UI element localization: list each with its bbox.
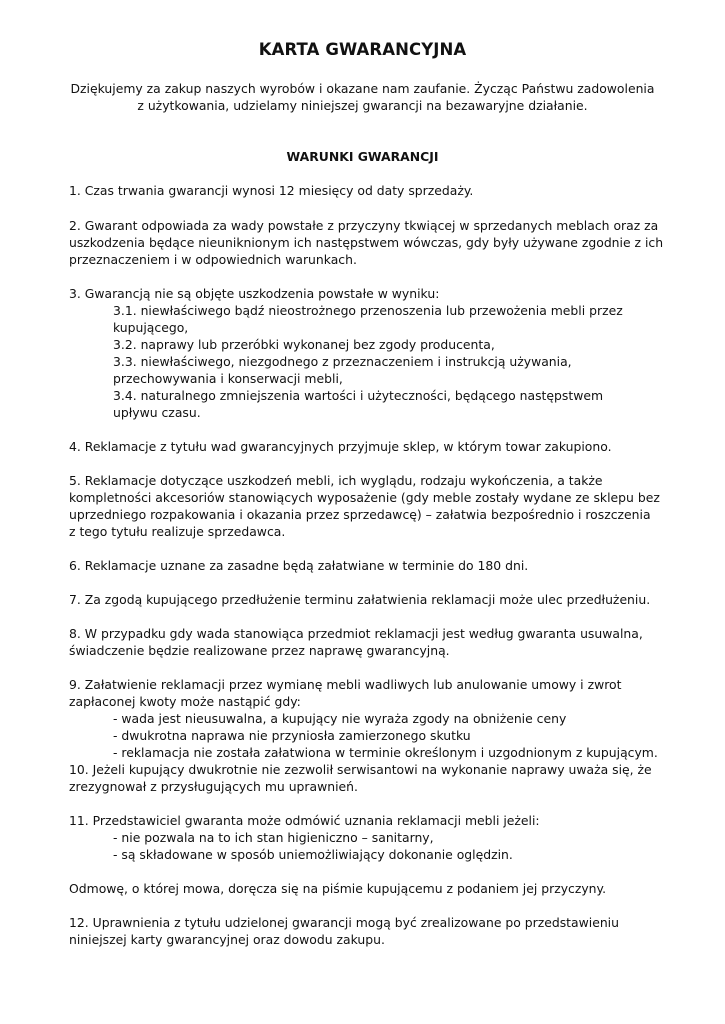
clause-3-line: 3. Gwarancją nie są objęte uszkodzenia powstałe w wyniku:	[69, 286, 440, 301]
intro-line: z użytkowania, udzielamy niniejszej gwarancji na bezawaryjne działanie.	[137, 98, 588, 113]
document-title: KARTA GWARANCYJNA	[258, 40, 467, 59]
clause-8-line: 8. W przypadku gdy wada stanowiąca przedmiot reklamacji jest według gwaranta usuwalna,	[69, 626, 643, 641]
clause-4-line: 4. Reklamacje z tytułu wad gwarancyjnych przyjmuje sklep, w którym towar zakupiono.	[69, 439, 612, 454]
clause-7-line: 7. Za zgodą kupującego przedłużenie terminu załatwienia reklamacji może ulec przedłużeniu.	[69, 592, 651, 607]
clause-11-bullet: - są składowane w sposób uniemożliwiający dokonanie oględzin.	[113, 847, 513, 862]
clause-9-bullet: - dwukrotna naprawa nie przyniosła zamierzonego skutku	[113, 728, 471, 743]
clause-2-line: przeznaczeniem i w odpowiednich warunkach.	[69, 252, 357, 267]
clause-3-sub-line: 3.4. naturalnego zmniejszenia wartości i użyteczności, będącego następstwem	[113, 388, 604, 403]
refusal-note: Odmowę, o której mowa, doręcza się na piśmie kupującemu z podaniem jej przyczyny.	[69, 881, 607, 896]
clause-3-sub-line: 3.1. niewłaściwego bądź nieostrożnego przenoszenia lub przewożenia mebli przez	[113, 303, 623, 318]
clause-12-line: 12. Uprawnienia z tytułu udzielonej gwarancji mogą być zrealizowane po przedstawieniu	[69, 915, 619, 930]
clause-9-bullet: - reklamacja nie została załatwiona w terminie określonym i uzgodnionym z kupującym.	[113, 745, 658, 760]
clause-3-sub-line: upływu czasu.	[113, 405, 201, 420]
clause-5-line: z tego tytułu realizuje sprzedawca.	[69, 524, 286, 539]
clause-10-line: 10. Jeżeli kupujący dwukrotnie nie zezwolił serwisantowi na wykonanie naprawy uważa się, że	[69, 762, 652, 777]
clause-3-sub-line: 3.3. niewłaściwego, niezgodnego z przeznaczeniem i instrukcją używania,	[113, 354, 572, 369]
clause-12-line: niniejszej karty gwarancyjnej oraz dowodu zakupu.	[69, 932, 385, 947]
clause-8-line: świadczenie będzie realizowane przez naprawę gwarancyjną.	[69, 643, 450, 658]
clause-3-sub-line: przechowywania i konserwacji mebli,	[113, 371, 343, 386]
clause-5-line: uprzedniego rozpakowania i okazania przez sprzedawcę) – załatwia bezpośrednio i roszczenia	[69, 507, 651, 522]
clause-10-line: zrezygnował z przysługujących mu uprawnień.	[69, 779, 358, 794]
clause-9-bullet: - wada jest nieusuwalna, a kupujący nie wyraża zgody na obniżenie ceny	[113, 711, 567, 726]
clause-2-line: uszkodzenia będące nieuniknionym ich następstwem wówczas, gdy były używane zgodnie z ich	[69, 235, 664, 250]
clause-9-line: 9. Załatwienie reklamacji przez wymianę mebli wadliwych lub anulowanie umowy i zwrot	[69, 677, 622, 692]
clause-3-sub-line: kupującego,	[113, 320, 189, 335]
clause-5-line: kompletności akcesoriów stanowiących wyposażenie (gdy meble zostały wydane ze sklepu bez	[69, 490, 660, 505]
clause-11-bullet: - nie pozwala na to ich stan higieniczno – sanitarny,	[113, 830, 434, 845]
clause-5-line: 5. Reklamacje dotyczące uszkodzeń mebli, ich wyglądu, rodzaju wykończenia, a także	[69, 473, 603, 488]
clause-11-line: 11. Przedstawiciel gwaranta może odmówić uznania reklamacji mebli jeżeli:	[69, 813, 540, 828]
clause-2-line: 2. Gwarant odpowiada za wady powstałe z przyczyny tkwiącej w sprzedanych meblach oraz za	[69, 218, 659, 233]
clause-6-line: 6. Reklamacje uznane za zasadne będą załatwiane w terminie do 180 dni.	[69, 558, 529, 573]
intro-line: Dziękujemy za zakup naszych wyrobów i okazane nam zaufanie. Życząc Państwu zadowolenia	[70, 81, 655, 96]
section-title: WARUNKI GWARANCJI	[286, 149, 439, 164]
clause-3-sub-line: 3.2. naprawy lub przeróbki wykonanej bez zgody producenta,	[113, 337, 495, 352]
intro-text	[60, 80, 665, 114]
clause-1-line: 1. Czas trwania gwarancji wynosi 12 miesięcy od daty sprzedaży.	[69, 183, 474, 198]
clause-9-line: zapłaconej kwoty może nastąpić gdy:	[69, 694, 301, 709]
